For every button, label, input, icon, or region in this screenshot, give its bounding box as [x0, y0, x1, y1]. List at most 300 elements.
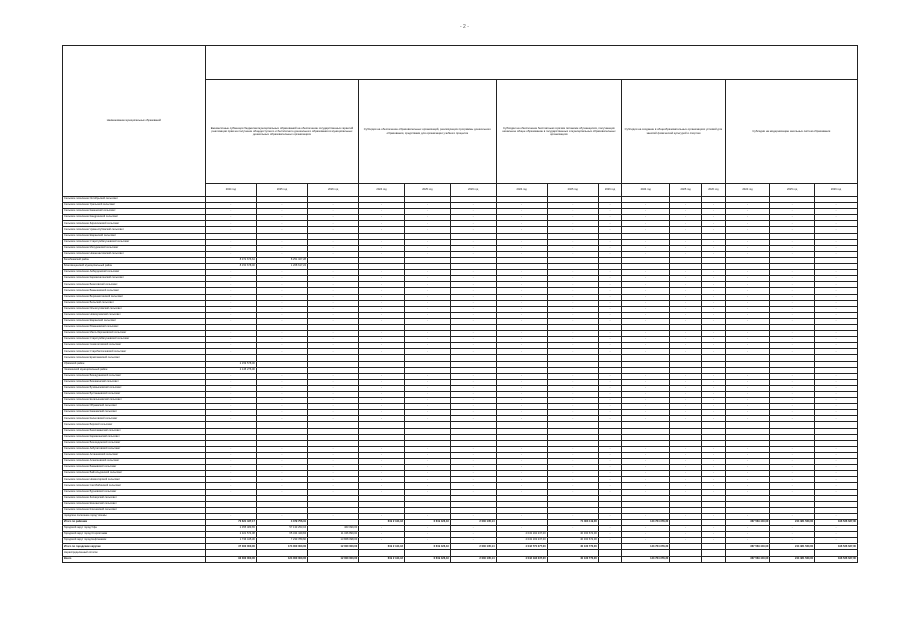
table-cell: -: [725, 282, 770, 288]
table-cell: -: [670, 288, 702, 294]
table-cell: -: [308, 489, 359, 495]
table-cell: 12 000 000,00: [308, 556, 359, 562]
table-cell: -: [547, 300, 598, 306]
table-cell: -: [815, 385, 858, 391]
table-cell: -: [404, 318, 450, 324]
table-cell: -: [598, 465, 621, 471]
table-cell: -: [205, 209, 256, 215]
table-cell: -: [702, 373, 725, 379]
table-cell: -: [496, 513, 547, 519]
table-cell: -: [770, 392, 815, 398]
table-cell: -: [815, 300, 858, 306]
table-cell: -: [815, 276, 858, 282]
table-cell: -: [496, 337, 547, 343]
table-cell: -: [725, 209, 770, 215]
table-cell: -: [815, 465, 858, 471]
table-cell: -: [702, 379, 725, 385]
table-cell: -: [725, 294, 770, 300]
table-cell: -: [815, 221, 858, 227]
row-name: Сельское поселение Шингакский сельсовет: [63, 501, 206, 507]
table-cell: -: [496, 239, 547, 245]
table-cell: -: [496, 526, 547, 532]
table-cell: -: [308, 318, 359, 324]
table-cell: -: [404, 513, 450, 519]
table-cell: -: [598, 452, 621, 458]
table-cell: -: [622, 245, 670, 251]
table-cell: -: [815, 538, 858, 544]
table-cell: -: [725, 373, 770, 379]
table-cell: 6 619 426,43: [404, 544, 450, 550]
table-cell: -: [815, 452, 858, 458]
table-cell: -: [496, 465, 547, 471]
table-cell: 463 099,00: [308, 526, 359, 532]
table-cell: -: [770, 239, 815, 245]
table-cell: -: [670, 209, 702, 215]
table-cell: -: [725, 337, 770, 343]
table-cell: -: [622, 471, 670, 477]
row-name: Сельское поселение Бишиндинский сельсовет: [63, 440, 206, 446]
table-cell: -: [308, 483, 359, 489]
table-cell: -: [598, 398, 621, 404]
table-cell: -: [815, 404, 858, 410]
table-cell: -: [308, 221, 359, 227]
table-cell: -: [598, 276, 621, 282]
table-cell: -: [622, 331, 670, 337]
table-cell: 8 372 676,64: [205, 257, 256, 263]
table-cell: -: [725, 513, 770, 519]
table-cell: -: [205, 483, 256, 489]
table-cell: -: [598, 489, 621, 495]
row-name: Сельское поселение Чуваш-Кубовский сельсовет: [63, 227, 206, 233]
table-cell: -: [404, 221, 450, 227]
table-cell: -: [496, 459, 547, 465]
row-name: Сельское поселение Бекетовский сельсовет: [63, 282, 206, 288]
row-name: Сельское поселение Акбердинский сельсовет: [63, 270, 206, 276]
table-cell: -: [404, 410, 450, 416]
row-name: Сельское поселение Уральский сельсовет: [63, 203, 206, 209]
table-cell: -: [622, 477, 670, 483]
table-cell: -: [702, 239, 725, 245]
table-cell: -: [598, 239, 621, 245]
year-header: 2026 год: [598, 184, 621, 197]
table-cell: -: [308, 294, 359, 300]
table-cell: -: [496, 379, 547, 385]
table-cell: -: [404, 538, 450, 544]
table-cell: -: [598, 483, 621, 489]
table-cell: -: [205, 337, 256, 343]
row-name: Сельское поселение Шаранский сельсовет: [63, 233, 206, 239]
table-cell: -: [496, 276, 547, 282]
table-cell: -: [702, 483, 725, 489]
table-cell: -: [256, 300, 307, 306]
row-name: Сельское поселение Нимислярский сельсовет: [63, 477, 206, 483]
table-cell: -: [404, 379, 450, 385]
table-cell: -: [450, 343, 496, 349]
table-cell: 367 569 440,00: [725, 519, 770, 525]
row-name: Сельское поселение Бурновский сельсовет: [63, 489, 206, 495]
table-cell: -: [725, 483, 770, 489]
table-cell: -: [308, 452, 359, 458]
table-cell: -: [725, 538, 770, 544]
table-cell: -: [702, 459, 725, 465]
table-cell: -: [359, 227, 405, 233]
table-cell: -: [404, 477, 450, 483]
table-cell: -: [725, 410, 770, 416]
table-cell: -: [770, 465, 815, 471]
table-cell: -: [359, 452, 405, 458]
table-cell: -: [670, 398, 702, 404]
table-cell: -: [359, 294, 405, 300]
row-name: Сельское поселение Ильчигуловский сельсовет: [63, 306, 206, 312]
table-cell: -: [404, 385, 450, 391]
table-cell: -: [725, 227, 770, 233]
table-cell: -: [450, 245, 496, 251]
table-cell: -: [404, 294, 450, 300]
table-cell: 244 381 560,00: [770, 556, 815, 562]
table-cell: -: [670, 459, 702, 465]
group-header-3: Субсидии на обеспечение бесплатным горячим питанием обучающихся, получающих начальное общее образование в государственных и муниципальных образовательных организациях: [496, 80, 622, 184]
table-cell: -: [598, 221, 621, 227]
row-name: Нераспределенный остаток: [63, 550, 206, 556]
table-cell: -: [450, 452, 496, 458]
table-cell: -: [770, 343, 815, 349]
table-cell: -: [725, 459, 770, 465]
table-cell: -: [622, 215, 670, 221]
table-cell: -: [815, 239, 858, 245]
table-cell: -: [404, 239, 450, 245]
table-cell: -: [815, 337, 858, 343]
table-cell: -: [256, 465, 307, 471]
table-cell: -: [622, 404, 670, 410]
row-name: Сельское поселение Кармаскалинский сельсовет: [63, 276, 206, 282]
table-cell: -: [359, 282, 405, 288]
table-cell: -: [404, 306, 450, 312]
table-cell: -: [308, 270, 359, 276]
table-cell: -: [770, 526, 815, 532]
table-cell: -: [815, 306, 858, 312]
budget-allocation-table: [62, 45, 858, 563]
table-cell: -: [308, 392, 359, 398]
table-cell: 1 736 445,30: [205, 538, 256, 544]
table-cell: -: [205, 343, 256, 349]
table-cell: -: [547, 337, 598, 343]
table-cell: -: [404, 331, 450, 337]
table-cell: -: [622, 416, 670, 422]
table-cell: 143 764 378,30: [622, 556, 670, 562]
table-cell: -: [359, 331, 405, 337]
table-cell: -: [702, 203, 725, 209]
table-cell: -: [256, 318, 307, 324]
table-cell: -: [547, 306, 598, 312]
table-cell: -: [770, 452, 815, 458]
table-cell: -: [404, 300, 450, 306]
table-cell: -: [450, 349, 496, 355]
table-cell: -: [770, 398, 815, 404]
table-cell: -: [450, 538, 496, 544]
row-name: Сельское поселение Камеевский сельсовет: [63, 410, 206, 416]
table-cell: -: [815, 227, 858, 233]
row-name: Сельское поселение Верхнекигинский сельсовет: [63, 294, 206, 300]
table-cell: -: [547, 385, 598, 391]
table-cell: -: [770, 373, 815, 379]
table-cell: -: [496, 245, 547, 251]
table-cell: -: [702, 471, 725, 477]
table-cell: -: [359, 538, 405, 544]
table-cell: -: [670, 471, 702, 477]
table-cell: -: [450, 526, 496, 532]
table-cell: -: [359, 410, 405, 416]
row-name: Сельское поселение Ключевский сельсовет: [63, 507, 206, 513]
table-cell: -: [547, 477, 598, 483]
table-cell: -: [725, 416, 770, 422]
table-cell: -: [770, 245, 815, 251]
table-cell: -: [359, 349, 405, 355]
table-cell: -: [598, 282, 621, 288]
table-cell: -: [450, 221, 496, 227]
table-cell: -: [770, 318, 815, 324]
table-cell: -: [770, 446, 815, 452]
table-cell: -: [770, 300, 815, 306]
table-cell: -: [702, 465, 725, 471]
table-cell: -: [450, 282, 496, 288]
table-cell: -: [770, 513, 815, 519]
table-cell: -: [450, 446, 496, 452]
table-cell: -: [547, 318, 598, 324]
table-cell: -: [256, 312, 307, 318]
table-cell: -: [622, 392, 670, 398]
table-cell: -: [815, 489, 858, 495]
table-cell: -: [359, 343, 405, 349]
table-cell: -: [404, 245, 450, 251]
table-cell: 367 569 440,00: [725, 556, 770, 562]
table-cell: -: [205, 379, 256, 385]
table-cell: -: [450, 379, 496, 385]
table-cell: -: [496, 477, 547, 483]
table-cell: -: [205, 331, 256, 337]
table-cell: -: [670, 300, 702, 306]
table-cell: -: [670, 349, 702, 355]
table-cell: -: [547, 416, 598, 422]
table-cell: -: [702, 538, 725, 544]
table-cell: -: [450, 477, 496, 483]
table-cell: -: [598, 227, 621, 233]
table-cell: -: [450, 318, 496, 324]
table-cell: -: [547, 239, 598, 245]
table-cell: -: [308, 373, 359, 379]
row-name: Чишминский муниципальный район: [63, 367, 206, 373]
table-cell: -: [815, 245, 858, 251]
table-cell: -: [702, 270, 725, 276]
table-cell: -: [496, 373, 547, 379]
table-cell: -: [308, 477, 359, 483]
table-cell: -: [450, 227, 496, 233]
table-cell: -: [770, 331, 815, 337]
table-cell: -: [359, 251, 405, 257]
table-cell: -: [702, 288, 725, 294]
table-cell: -: [670, 318, 702, 324]
table-cell: -: [404, 227, 450, 233]
table-cell: -: [205, 215, 256, 221]
table-cell: -: [622, 312, 670, 318]
table-cell: 196 526 637,00: [815, 519, 858, 525]
table-cell: -: [496, 300, 547, 306]
table-cell: -: [359, 398, 405, 404]
table-cell: -: [256, 227, 307, 233]
table-cell: -: [308, 471, 359, 477]
table-cell: -: [598, 385, 621, 391]
table-cell: -: [256, 410, 307, 416]
table-cell: -: [622, 483, 670, 489]
table-cell: -: [702, 392, 725, 398]
table-cell: -: [702, 452, 725, 458]
table-cell: -: [359, 337, 405, 343]
table-cell: -: [547, 221, 598, 227]
table-cell: -: [598, 337, 621, 343]
table-cell: -: [547, 373, 598, 379]
row-name: Сельское поселение Кальтовский сельсовет: [63, 416, 206, 422]
table-cell: -: [770, 221, 815, 227]
table-cell: -: [770, 294, 815, 300]
table-cell: 244 381 560,00: [770, 544, 815, 550]
table-cell: -: [670, 446, 702, 452]
table-cell: 2 159 578,00: [205, 361, 256, 367]
table-cell: -: [598, 343, 621, 349]
table-cell: -: [815, 318, 858, 324]
table-cell: -: [496, 404, 547, 410]
table-cell: -: [670, 489, 702, 495]
table-cell: -: [598, 306, 621, 312]
year-header: 2024 год: [496, 184, 547, 197]
table-cell: -: [815, 398, 858, 404]
table-cell: -: [598, 215, 621, 221]
table-cell: -: [496, 221, 547, 227]
table-cell: 2 030 135,14: [450, 556, 496, 562]
table-cell: -: [496, 489, 547, 495]
table-cell: -: [496, 392, 547, 398]
table-cell: -: [450, 483, 496, 489]
table-cell: -: [496, 294, 547, 300]
table-cell: -: [496, 209, 547, 215]
table-cell: -: [670, 245, 702, 251]
table-cell: -: [404, 276, 450, 282]
table-cell: -: [205, 349, 256, 355]
table-cell: -: [622, 203, 670, 209]
table-cell: -: [359, 318, 405, 324]
table-cell: -: [308, 331, 359, 337]
row-name: Сельское поселение Шаранский сельсовет: [63, 318, 206, 324]
table-cell: -: [770, 483, 815, 489]
table-cell: -: [702, 337, 725, 343]
table-cell: -: [359, 404, 405, 410]
table-cell: -: [702, 532, 725, 538]
table-cell: -: [359, 203, 405, 209]
table-cell: -: [308, 410, 359, 416]
table-cell: -: [404, 209, 450, 215]
row-name: Сельское поселение Бирский сельсовет: [63, 422, 206, 428]
table-cell: -: [308, 288, 359, 294]
table-cell: -: [815, 477, 858, 483]
table-cell: -: [547, 452, 598, 458]
table-cell: -: [256, 385, 307, 391]
year-header: 2026 год: [815, 184, 858, 197]
table-cell: -: [450, 465, 496, 471]
table-cell: -: [404, 459, 450, 465]
table-cell: -: [702, 410, 725, 416]
table-cell: -: [670, 404, 702, 410]
table-cell: -: [359, 471, 405, 477]
table-cell: -: [622, 489, 670, 495]
table-cell: -: [308, 306, 359, 312]
table-cell: 4 043 193 237,00: [496, 538, 547, 544]
table-cell: -: [404, 416, 450, 422]
table-cell: 619 2 444,43: [359, 544, 405, 550]
table-cell: -: [815, 392, 858, 398]
table-cell: -: [547, 215, 598, 221]
table-cell: -: [670, 526, 702, 532]
table-cell: -: [815, 209, 858, 215]
table-cell: -: [725, 532, 770, 538]
table-cell: -: [725, 446, 770, 452]
table-cell: -: [622, 513, 670, 519]
table-cell: -: [725, 398, 770, 404]
table-cell: -: [725, 300, 770, 306]
table-cell: -: [725, 471, 770, 477]
table-cell: -: [770, 459, 815, 465]
table-cell: -: [404, 404, 450, 410]
table-cell: -: [598, 532, 621, 538]
table-cell: -: [815, 526, 858, 532]
table-cell: -: [815, 270, 858, 276]
table-cell: -: [622, 318, 670, 324]
table-cell: -: [725, 203, 770, 209]
table-cell: -: [598, 245, 621, 251]
table-cell: -: [547, 410, 598, 416]
table-cell: -: [308, 343, 359, 349]
total-row: [63, 556, 858, 562]
table-cell: -: [404, 251, 450, 257]
table-cell: -: [598, 312, 621, 318]
table-cell: -: [450, 459, 496, 465]
table-cell: -: [598, 410, 621, 416]
table-cell: -: [256, 392, 307, 398]
table-cell: -: [205, 239, 256, 245]
table-cell: -: [256, 349, 307, 355]
table-cell: -: [547, 398, 598, 404]
table-cell: -: [205, 398, 256, 404]
table-cell: -: [404, 489, 450, 495]
year-header: 2025 год: [670, 184, 702, 197]
table-cell: -: [450, 331, 496, 337]
row-name: Сельское поселение Новокулевский сельсовет: [63, 312, 206, 318]
table-cell: -: [622, 239, 670, 245]
row-name: Сельское поселение Енгалышевский сельсовет: [63, 398, 206, 404]
table-cell: -: [670, 373, 702, 379]
table-cell: -: [547, 270, 598, 276]
table-cell: 1 268 617,24: [256, 264, 307, 270]
table-cell: -: [702, 215, 725, 221]
table-cell: 4 043 770 377,00: [496, 544, 547, 550]
table-cell: -: [725, 251, 770, 257]
table-cell: 12 000 000,00: [308, 544, 359, 550]
row-name: Сельское поселение Бустанаевский сельсовет: [63, 392, 206, 398]
table-cell: [670, 556, 702, 562]
table-cell: -: [205, 245, 256, 251]
table-cell: -: [256, 398, 307, 404]
table-cell: -: [205, 312, 256, 318]
table-cell: -: [622, 532, 670, 538]
table-cell: -: [450, 270, 496, 276]
table-cell: -: [702, 209, 725, 215]
